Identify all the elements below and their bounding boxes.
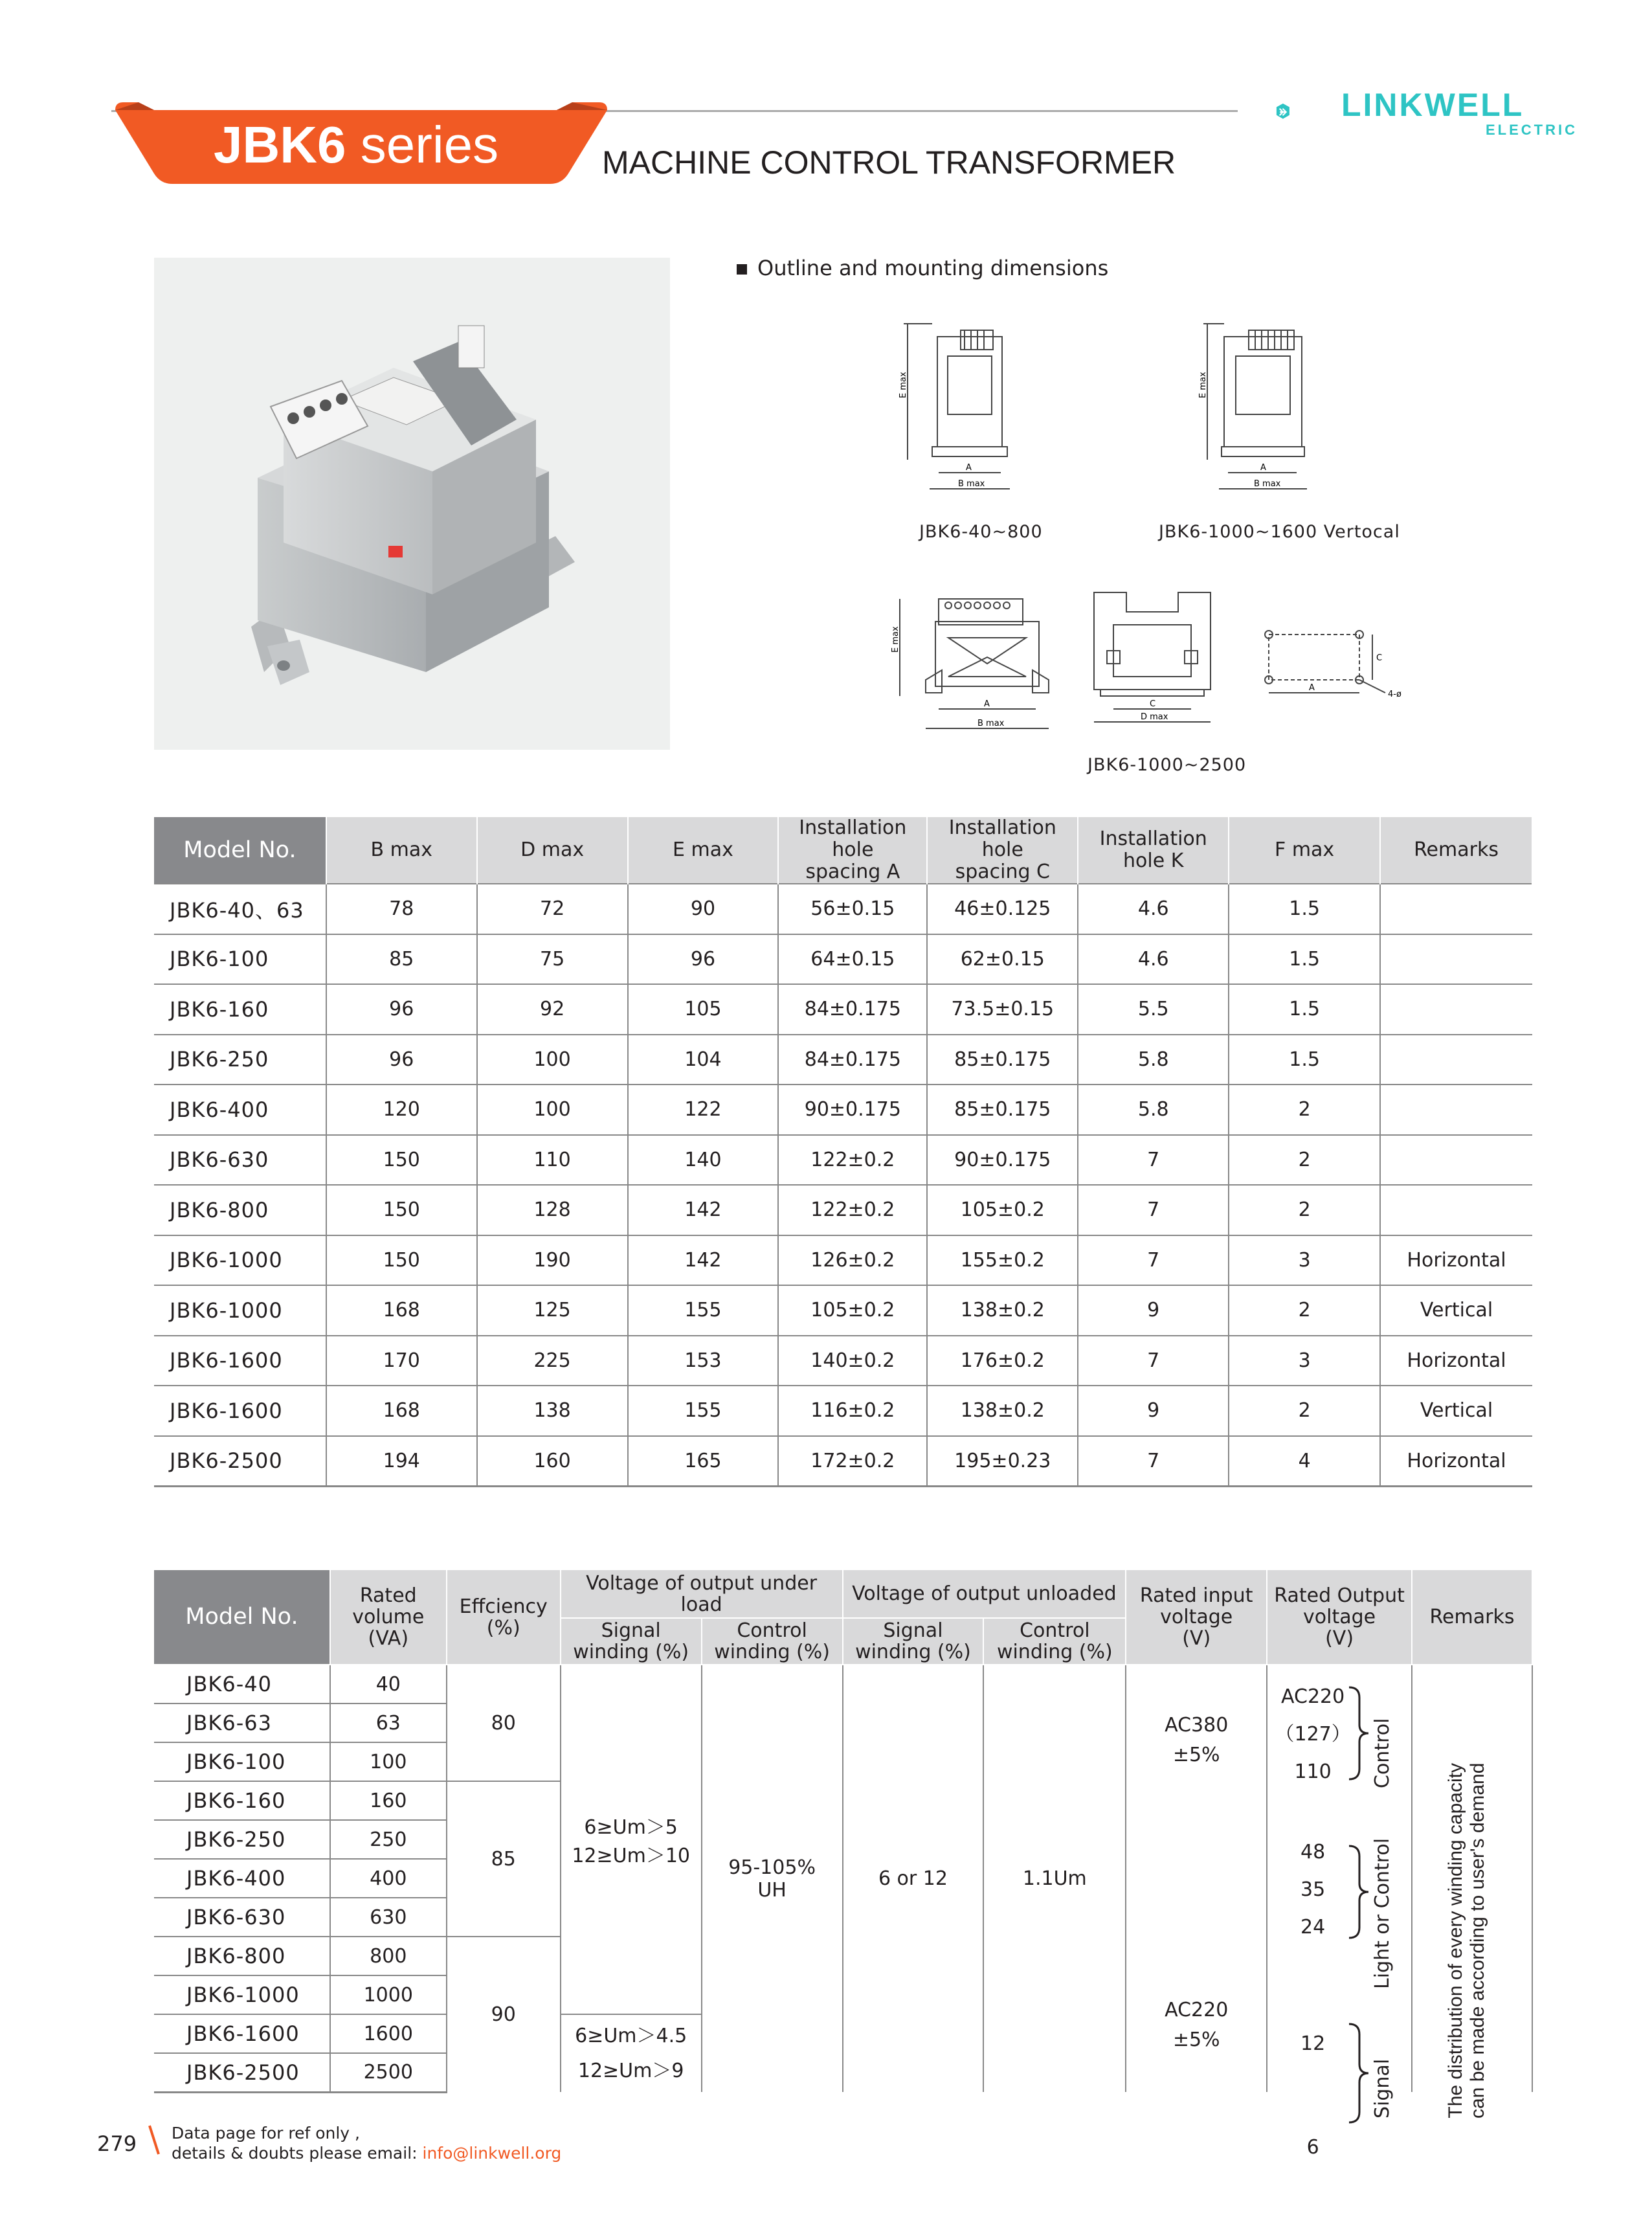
remarks-cell: [1380, 1085, 1532, 1135]
table-row: [154, 1085, 1532, 1135]
col-header-b-max: B max: [326, 817, 477, 884]
remarks-cell: Horizontal: [1380, 1235, 1532, 1286]
col-header-model: Model No.: [154, 817, 326, 884]
remarks-cell: Horizontal: [1380, 1436, 1532, 1487]
d-max-cell: 225: [477, 1336, 628, 1386]
model-cell: JBK6-63: [154, 1703, 330, 1742]
hole-k-cell: 4.6: [1078, 884, 1229, 934]
hole-k-cell: 9: [1078, 1285, 1229, 1336]
b-max-cell: 150: [326, 1185, 477, 1235]
f-max-cell: 2: [1229, 1285, 1380, 1336]
outline-drawing-3-side: [1088, 586, 1217, 741]
spacing-a-cell: 140±0.2: [778, 1336, 927, 1386]
dim-label-a-4: A: [1309, 683, 1315, 693]
f-max-cell: 1.5: [1229, 884, 1380, 934]
col-header-d-max: D max: [477, 817, 628, 884]
spacing-a-cell: 90±0.175: [778, 1085, 927, 1135]
e-max-cell: 155: [628, 1285, 779, 1336]
remarks-cell: [1380, 1185, 1532, 1235]
page-subtitle: MACHINE CONTROL TRANSFORMER: [602, 144, 1176, 181]
model-cell: JBK6-1000: [154, 1285, 326, 1336]
electrical-table-header-row-1: [154, 1570, 1532, 1618]
model-cell: JBK6-40、63: [154, 884, 326, 934]
remarks-cell: The distribution of every winding capacity can be made according to user's demand: [1412, 1665, 1532, 2092]
hole-k-cell: 4.6: [1078, 934, 1229, 985]
hole-k-cell: 9: [1078, 1386, 1229, 1436]
volume-cell: 1600: [330, 2014, 447, 2053]
e-max-cell: 142: [628, 1235, 779, 1286]
col2-header-remarks: Remarks: [1412, 1570, 1532, 1665]
dim-label-c-2: C: [1376, 653, 1383, 663]
efficiency-cell: 80: [447, 1665, 561, 1781]
hole-k-cell: 5.5: [1078, 984, 1229, 1035]
rated-input-cell: AC380 ±5% AC220 ±5%: [1126, 1665, 1267, 2092]
under-load-control-cell: 95-105% UH: [702, 1665, 843, 2092]
spacing-c-cell: 73.5±0.15: [927, 984, 1078, 1035]
spacing-c-cell: 90±0.175: [927, 1135, 1078, 1186]
remarks-cell: Vertical: [1380, 1386, 1532, 1436]
b-max-cell: 168: [326, 1386, 477, 1436]
page-number: 279: [97, 2131, 137, 2156]
hole-k-cell: 7: [1078, 1336, 1229, 1386]
spacing-c-cell: 105±0.2: [927, 1185, 1078, 1235]
model-cell: JBK6-1000: [154, 1975, 330, 2014]
spacing-c-cell: 138±0.2: [927, 1285, 1078, 1336]
b-max-cell: 168: [326, 1285, 477, 1336]
dim-label-a-3: A: [984, 699, 990, 709]
b-max-cell: 150: [326, 1235, 477, 1286]
model-cell: JBK6-1000: [154, 1235, 326, 1286]
col2-header-unload-signal: Signal winding (%): [843, 1618, 984, 1665]
output-control-label: Control: [1371, 1718, 1394, 1788]
f-max-cell: 2: [1229, 1185, 1380, 1235]
efficiency-cell: 90: [447, 1937, 561, 2092]
remarks-cell: [1380, 884, 1532, 934]
dim-label-a-2: A: [1260, 463, 1266, 473]
f-max-cell: 4: [1229, 1436, 1380, 1487]
model-cell: JBK6-160: [154, 1781, 330, 1820]
col-header-spacing-a: Installation hole spacing A: [778, 817, 927, 884]
model-cell: JBK6-40: [154, 1665, 330, 1703]
table-row: [154, 1386, 1532, 1436]
spacing-a-cell: 105±0.2: [778, 1285, 927, 1336]
f-max-cell: 1.5: [1229, 984, 1380, 1035]
model-cell: JBK6-1600: [154, 2014, 330, 2053]
logo-subtext: ELECTRIC: [1486, 122, 1578, 138]
dim-label-e-2: E max: [1198, 372, 1208, 398]
f-max-cell: 3: [1229, 1235, 1380, 1286]
d-max-cell: 75: [477, 934, 628, 985]
model-cell: JBK6-100: [154, 934, 326, 985]
volume-cell: 2500: [330, 2053, 447, 2092]
col2-header-model: Model No.: [154, 1570, 330, 1665]
remarks-cell: [1380, 1135, 1532, 1186]
outline-caption-1: JBK6-40~800: [919, 522, 1043, 542]
model-cell: JBK6-1600: [154, 1386, 326, 1436]
f-max-cell: 2: [1229, 1135, 1380, 1186]
spacing-a-cell: 116±0.2: [778, 1386, 927, 1436]
d-max-cell: 100: [477, 1035, 628, 1085]
under-load-signal-cell-b: 6≥Um＞4.5 12≥Um＞9: [561, 2014, 702, 2092]
unloaded-signal-cell: 6 or 12: [843, 1665, 984, 2092]
d-max-cell: 92: [477, 984, 628, 1035]
f-max-cell: 2: [1229, 1085, 1380, 1135]
outline-drawing-3-holes: [1262, 622, 1418, 712]
spacing-a-cell: 56±0.15: [778, 884, 927, 934]
spacing-c-cell: 62±0.15: [927, 934, 1078, 985]
outline-caption-3: JBK6-1000~2500: [1088, 755, 1247, 775]
dimensions-table-header: [154, 817, 1532, 884]
table-row: [154, 1185, 1532, 1235]
volume-cell: 800: [330, 1937, 447, 1975]
spacing-c-cell: 176±0.2: [927, 1336, 1078, 1386]
col2-header-rated-volume: Rated volume (VA): [330, 1570, 447, 1665]
model-cell: JBK6-800: [154, 1937, 330, 1975]
col2-header-load-signal: Signal winding (%): [561, 1618, 702, 1665]
volume-cell: 630: [330, 1898, 447, 1937]
volume-cell: 1000: [330, 1975, 447, 2014]
footer-note-line2: details & doubts please email: info@linkwell.org: [172, 2144, 562, 2163]
d-max-cell: 100: [477, 1085, 628, 1135]
remarks-cell: Horizontal: [1380, 1336, 1532, 1386]
e-max-cell: 165: [628, 1436, 779, 1487]
bullet-square-icon: [737, 264, 747, 275]
col2-header-under-load: Voltage of output under load: [561, 1570, 843, 1618]
model-cell: JBK6-630: [154, 1135, 326, 1186]
table-row: [154, 1285, 1532, 1336]
volume-cell: 160: [330, 1781, 447, 1820]
volume-cell: 400: [330, 1859, 447, 1898]
spacing-c-cell: 85±0.175: [927, 1085, 1078, 1135]
spacing-a-cell: 172±0.2: [778, 1436, 927, 1487]
b-max-cell: 96: [326, 1035, 477, 1085]
outline-drawing-3-front: [887, 586, 1068, 741]
e-max-cell: 142: [628, 1185, 779, 1235]
e-max-cell: 122: [628, 1085, 779, 1135]
b-max-cell: 194: [326, 1436, 477, 1487]
model-cell: JBK6-400: [154, 1085, 326, 1135]
col2-header-rated-input: Rated input voltage (V): [1126, 1570, 1267, 1665]
model-cell: JBK6-100: [154, 1742, 330, 1781]
remarks-cell: [1380, 934, 1532, 985]
footer-email-link[interactable]: info@linkwell.org: [422, 2144, 562, 2163]
volume-cell: 63: [330, 1703, 447, 1742]
under-load-signal-cell-a: 6≥Um＞5 12≥Um＞10: [561, 1665, 702, 2014]
table-row: [154, 884, 1532, 934]
col2-header-efficiency: Effciency (%): [447, 1570, 561, 1665]
e-max-cell: 96: [628, 934, 779, 985]
d-max-cell: 128: [477, 1185, 628, 1235]
table-row: [154, 1135, 1532, 1186]
e-max-cell: 90: [628, 884, 779, 934]
spacing-a-cell: 126±0.2: [778, 1235, 927, 1286]
e-max-cell: 155: [628, 1386, 779, 1436]
spacing-c-cell: 195±0.23: [927, 1436, 1078, 1487]
f-max-cell: 2: [1229, 1386, 1380, 1436]
f-max-cell: 1.5: [1229, 1035, 1380, 1085]
hole-k-cell: 7: [1078, 1235, 1229, 1286]
e-max-cell: 105: [628, 984, 779, 1035]
d-max-cell: 138: [477, 1386, 628, 1436]
logo-wordmark: LINKWELL: [1341, 87, 1524, 123]
model-cell: JBK6-250: [154, 1820, 330, 1859]
col-header-hole-k: Installation hole K: [1078, 817, 1229, 884]
b-max-cell: 96: [326, 984, 477, 1035]
product-photo: [154, 258, 670, 750]
dim-label-c: C: [1150, 699, 1156, 709]
table-row: [154, 1035, 1532, 1085]
model-cell: JBK6-2500: [154, 2053, 330, 2092]
brace-light-icon: [1346, 1843, 1372, 1940]
spacing-c-cell: 85±0.175: [927, 1035, 1078, 1085]
hole-k-cell: 5.8: [1078, 1085, 1229, 1135]
rated-output-cell: AC220 （127） 110 Control 48 35 24 Light or Control 12 6 Signal: [1267, 1665, 1412, 2092]
hole-k-cell: 7: [1078, 1185, 1229, 1235]
dim-label-a: A: [966, 463, 972, 473]
model-cell: JBK6-800: [154, 1185, 326, 1235]
remarks-cell: Vertical: [1380, 1285, 1532, 1336]
model-cell: JBK6-630: [154, 1898, 330, 1937]
outline-caption-2: JBK6-1000~1600 Vertocal: [1159, 522, 1400, 542]
e-max-cell: 104: [628, 1035, 779, 1085]
table-row: [154, 1235, 1532, 1286]
spacing-a-cell: 84±0.175: [778, 1035, 927, 1085]
outline-section-title: Outline and mounting dimensions: [737, 256, 1108, 280]
b-max-cell: 150: [326, 1135, 477, 1186]
e-max-cell: 153: [628, 1336, 779, 1386]
table-row: [154, 984, 1532, 1035]
model-cell: JBK6-1600: [154, 1336, 326, 1386]
dim-label-b-3: B max: [977, 719, 1005, 728]
dim-label-k: 4-ø: [1388, 690, 1401, 699]
model-cell: JBK6-2500: [154, 1436, 326, 1487]
col2-header-unloaded: Voltage of output unloaded: [843, 1570, 1126, 1618]
dim-label-b: B max: [958, 479, 985, 489]
d-max-cell: 110: [477, 1135, 628, 1186]
col2-header-load-control: Control winding (%): [702, 1618, 843, 1665]
table-row: [154, 1665, 1532, 1703]
model-cell: JBK6-400: [154, 1859, 330, 1898]
dimensions-table: [154, 817, 1533, 1487]
spacing-a-cell: 122±0.2: [778, 1185, 927, 1235]
dim-label-b-2: B max: [1254, 479, 1281, 489]
volume-cell: 250: [330, 1820, 447, 1859]
table-row: [154, 1436, 1532, 1487]
dim-label-d: D max: [1141, 712, 1168, 722]
volume-cell: 40: [330, 1665, 447, 1703]
remarks-cell: [1380, 984, 1532, 1035]
spacing-a-cell: 122±0.2: [778, 1135, 927, 1186]
hole-k-cell: 5.8: [1078, 1035, 1229, 1085]
col-header-e-max: E max: [628, 817, 779, 884]
col2-header-rated-output: Rated Output voltage (V): [1267, 1570, 1412, 1665]
dim-label-e: E max: [899, 372, 908, 398]
d-max-cell: 160: [477, 1436, 628, 1487]
b-max-cell: 120: [326, 1085, 477, 1135]
outline-drawing-1: [893, 311, 1042, 505]
b-max-cell: 78: [326, 884, 477, 934]
spacing-a-cell: 64±0.15: [778, 934, 927, 985]
spacing-c-cell: 138±0.2: [927, 1386, 1078, 1436]
col-header-remarks: Remarks: [1380, 817, 1532, 884]
f-max-cell: 3: [1229, 1336, 1380, 1386]
d-max-cell: 125: [477, 1285, 628, 1336]
footer-note-line1: Data page for ref only ,: [172, 2124, 360, 2142]
b-max-cell: 170: [326, 1336, 477, 1386]
spacing-a-cell: 84±0.175: [778, 984, 927, 1035]
output-signal-label: Signal: [1371, 2058, 1394, 2119]
linkwell-logo-icon: [1275, 76, 1340, 148]
col2-header-unload-control: Control winding (%): [983, 1618, 1126, 1665]
table-row: [154, 1336, 1532, 1386]
d-max-cell: 72: [477, 884, 628, 934]
f-max-cell: 1.5: [1229, 934, 1380, 985]
remarks-cell: [1380, 1035, 1532, 1085]
e-max-cell: 140: [628, 1135, 779, 1186]
col-header-spacing-c: Installation hole spacing C: [927, 817, 1078, 884]
outline-drawing-2: [1193, 311, 1342, 505]
b-max-cell: 85: [326, 934, 477, 985]
table-row: [154, 934, 1532, 985]
col-header-f-max: F max: [1229, 817, 1380, 884]
spacing-c-cell: 155±0.2: [927, 1235, 1078, 1286]
d-max-cell: 190: [477, 1235, 628, 1286]
model-cell: JBK6-160: [154, 984, 326, 1035]
volume-cell: 100: [330, 1742, 447, 1781]
efficiency-cell: 85: [447, 1781, 561, 1937]
footer-slash-icon: [148, 2124, 161, 2156]
hole-k-cell: 7: [1078, 1135, 1229, 1186]
dim-label-e-3: E max: [891, 626, 900, 653]
hole-k-cell: 7: [1078, 1436, 1229, 1487]
model-cell: JBK6-250: [154, 1035, 326, 1085]
series-title: JBK6 series: [214, 116, 499, 174]
output-light-label: Light or Control: [1371, 1838, 1394, 1989]
unloaded-control-cell: 1.1Um: [983, 1665, 1126, 2092]
brace-signal-icon: [1346, 2021, 1372, 2125]
brace-control-icon: [1346, 1685, 1372, 1782]
spacing-c-cell: 46±0.125: [927, 884, 1078, 934]
